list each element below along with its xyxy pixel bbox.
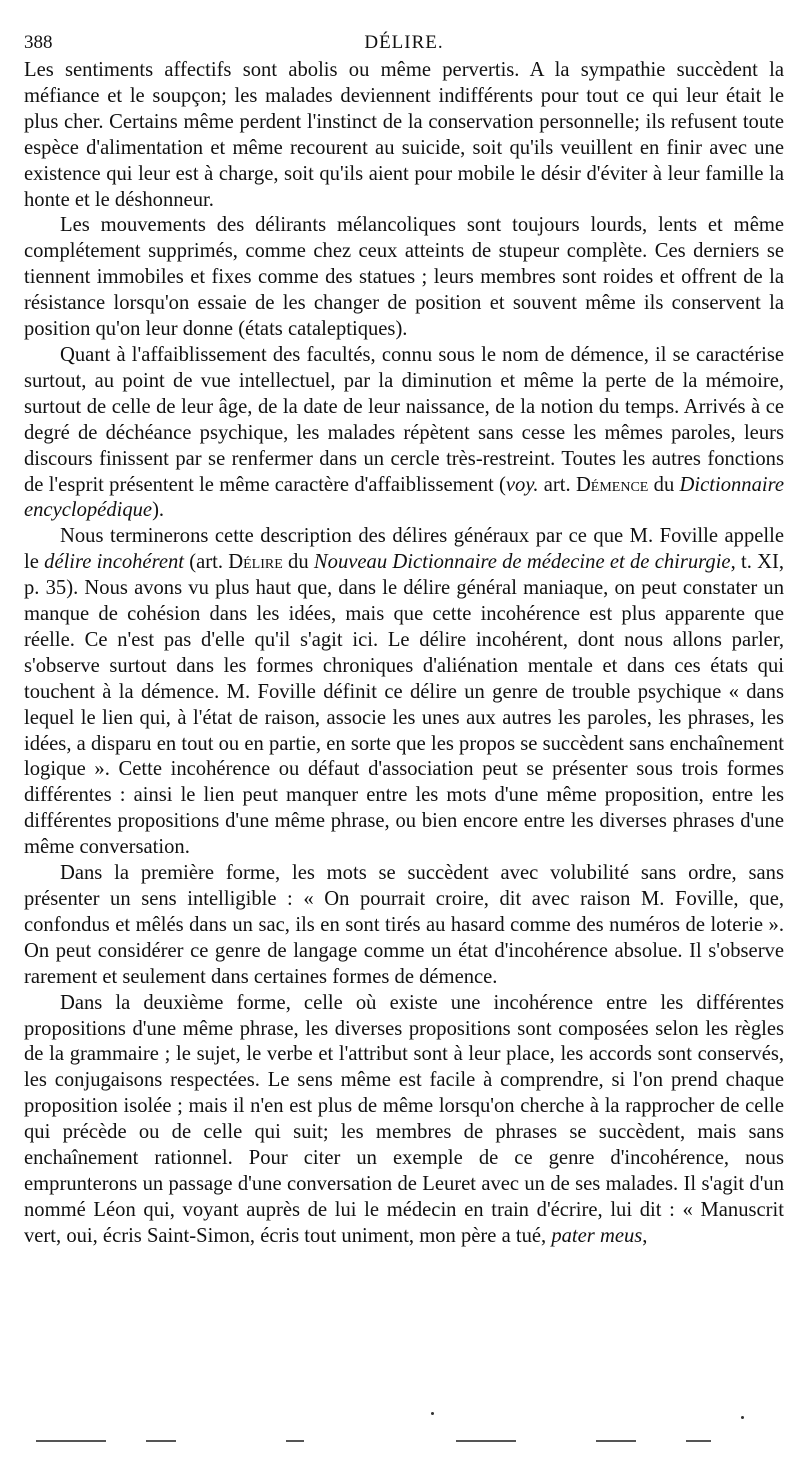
nouveau-dictionnaire-title: Nouveau Dictionnaire de médecine et de chirurgie	[313, 551, 731, 574]
paragraph-2: Les mouvements des délirants mélancoliques sont toujours lourds, lents et même complétement supprimés, comme chez ceux atteints de stupeur complète. Ces derniers se tiennent immobiles et fixes comme des statues ; leurs membres sont roides et offrent de la résistance lorsqu'on essaie de les changer de position et souvent même ils conservent la position qu'on leur donne (états cataleptiques).	[24, 214, 784, 341]
paragraph-3	[24, 343, 784, 524]
paragraph-4-text-3: du	[282, 551, 314, 574]
dictionary-title: Dictionnaire encyclopédique	[24, 473, 784, 522]
print-dash	[456, 1440, 516, 1442]
body-text	[24, 58, 784, 1250]
paragraph-3-text-2: art.	[538, 473, 576, 496]
book-page	[24, 28, 784, 1250]
paragraph-6-text-2: ,	[642, 1224, 648, 1247]
paragraph-4-text-1: Nous terminerons cette description des délires généraux par ce que M. Foville appelle le	[24, 525, 784, 574]
demence-article-title: Démence	[575, 473, 649, 496]
print-speck	[741, 1416, 744, 1419]
voy-abbreviation: voy.	[505, 473, 539, 496]
print-dash	[286, 1440, 304, 1442]
print-dash	[36, 1440, 106, 1442]
paragraph-1: Les sentiments affectifs sont abolis ou même pervertis. A la sympathie succèdent la méfiance et le soupçon; les malades deviennent indifférents pour tout ce qui leur était le plus cher. Certains même perdent l'instinct de la conservation personnelle; ils refusent toute espèce d'alimentation et même recourent au suicide, soit qu'ils veuillent en finir avec une existence qui leur est à charge, soit qu'ils aient pour mobile le désir d'éviter à leur famille la honte et le déshonneur.	[24, 59, 784, 211]
paragraph-4-text-2: (art.	[183, 551, 229, 574]
paragraph-4-text-4: , t. XI, p. 35). Nous avons vu plus haut que, dans le délire général maniaque, on peut constater un manque de cohésion dans les idées, mais que cette incohérence est plus apparente que réelle. Ce n'est pas d'elle qu'il s'agit ici. Le délire incohérent, dont nous allons parler, s'observe surtout dans les formes chroniques d'aliénation mentale et dans ces états qui touchent à la démence. M. Foville définit ce délire un genre de trouble psychique « dans lequel le lien qui, à l'état de raison, associe les unes aux autres les paroles, les phrases, les idées, a disparu en tout ou en partie, en sorte que les propos se succèdent sans enchaînement logique ». Cette incohérence ou défaut d'association peut se présenter sous trois formes différentes : ainsi le lien peut manquer entre les mots d'une même proposition, entre les différentes propositions d'une même phrase, ou bien encore entre les diverses phrases d'une même conversation.	[24, 551, 785, 859]
print-dash	[146, 1440, 176, 1442]
print-dash	[686, 1440, 711, 1442]
print-dash	[596, 1440, 636, 1442]
print-speck	[431, 1412, 434, 1415]
delire-article-title: Délire	[228, 551, 283, 574]
running-title: DÉLIRE.	[364, 32, 444, 53]
paragraph-6	[24, 991, 784, 1250]
paragraph-3-text-3: du	[648, 473, 680, 496]
paragraph-5: Dans la première forme, les mots se succèdent avec volubilité sans ordre, sans présenter un sens intelligible : « On pourrait croire, dit avec raison M. Foville, que, confondus et mêlés dans un sac, ils en sont tirés au hasard comme des numéros de loterie ». On peut considérer ce genre de langage comme un état d'incohérence absolue. Il s'observe rarement et seulement dans certaines formes de démence.	[24, 862, 784, 988]
page-number: 388	[24, 32, 53, 53]
paragraph-3-text-1: Quant à l'affaiblissement des facultés, connu sous le nom de démence, il se caractérise surtout, au point de vue intellectuel, par la diminution et même la perte de la mémoire, surtout de celle de leur âge, de la date de leur naissance, de la notion du temps. Arrivés à ce degré de déchéance psychique, les malades répètent sans cesse les mêmes paroles, leurs discours finissent par se renfermer dans un cercle très-restreint. Toutes les autres fonctions de l'esprit présentent le même caractère d'affaiblissement (	[24, 343, 784, 496]
delire-incoherent-term: délire incohérent	[44, 551, 184, 574]
paragraph-4	[24, 524, 784, 861]
pater-meus-quote: pater meus	[551, 1224, 643, 1247]
paragraph-3-text-4: ).	[152, 499, 165, 522]
page-bottom-marks	[36, 1410, 764, 1450]
running-head	[24, 28, 784, 58]
paragraph-6-text-1: Dans la deuxième forme, celle où existe une incohérence entre les différentes propositions d'une même phrase, les diverses propositions sont composées selon les règles de la grammaire ; le sujet, le verbe et l'attribut sont à leur place, les accords sont conservés, les conjugaisons respectées. Le sens même est facile à comprendre, si l'on prend chaque proposition isolée ; mais il n'en est plus de même lorsqu'on cherche à la rapprocher de celle qui précède ou de celle qui suit; les membres de phrases se succèdent, mais sans enchaînement rationnel. Pour citer un exemple de ce genre d'incohérence, nous emprunterons un passage d'une conversation de Leuret avec un de ses malades. Il s'agit d'un nommé Léon qui, voyant auprès de lui le médecin en train d'écrire, lui dit : « Manuscrit vert, oui, écris Saint-Simon, écris tout uniment, mon père a tué,	[24, 991, 784, 1247]
